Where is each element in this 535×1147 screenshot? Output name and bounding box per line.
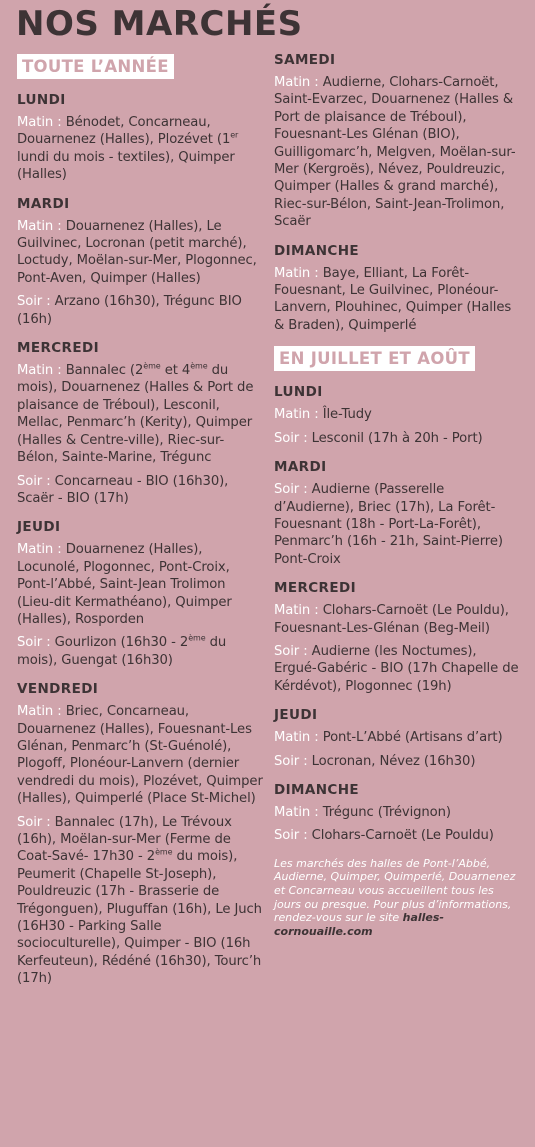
summer-section-lundi	[274, 384, 519, 447]
evening-markets	[274, 481, 519, 568]
footer-text: Les marchés des halles de Pont-l’Abbé, Audierne, Quimper, Quimperlé, Douarnenez et Concarneau vous accueillent tous les jours ou presque. Pour plus d’informations, rendez-vous sur le site	[274, 856, 516, 925]
ordinal-suffix: ème	[155, 848, 173, 858]
market-list: Clohars-Carnoët (Le Pouldu), Fouesnant-Les-Glénan (Beg-Meil)	[274, 603, 509, 636]
summer-section-jeudi	[274, 707, 519, 770]
matin-label: Matin :	[274, 603, 323, 619]
day-heading: LUNDI	[274, 384, 323, 401]
ordinal-suffix: ème	[190, 361, 208, 371]
market-list: Bannalec (2ème et 4ème du mois), Douarnenez (Halles & Port de plaisance de Tréboul), Lesconil, Mellac, Penmarc’h (Kerity), Quimper (Halles & Centre-ville), Riec-sur-Bélon, Sainte-Marine, Trégunc	[17, 361, 254, 466]
day-heading: DIMANCHE	[274, 242, 360, 259]
morning-markets	[274, 265, 519, 335]
right-column	[274, 52, 519, 938]
matin-label: Matin :	[17, 542, 66, 558]
soir-label: Soir :	[17, 814, 55, 830]
market-list: Île-Tudy	[322, 407, 372, 423]
soir-label: Soir :	[274, 482, 312, 498]
day-heading: DIMANCHE	[274, 781, 360, 798]
matin-label: Matin :	[274, 407, 323, 423]
banner-juillet-aout: EN JUILLET ET AOÛT	[274, 346, 475, 371]
day-heading: MERCREDI	[17, 340, 100, 357]
page-title: NOS MARCHÉS	[16, 4, 303, 44]
market-list: Douarnenez (Halles), Le Guilvinec, Locronan (petit marché), Loctudy, Moëlan-sur-Mer, Plogonnec, Pont-Aven, Quimper (Halles)	[17, 218, 257, 286]
soir-label: Soir :	[274, 753, 312, 769]
matin-label: Matin :	[17, 115, 66, 130]
evening-markets	[274, 430, 519, 447]
evening-markets	[274, 643, 519, 695]
morning-markets	[17, 703, 263, 807]
ordinal-suffix: ème	[188, 633, 206, 643]
footer-note	[274, 857, 519, 939]
footer-link[interactable]: halles-cornouaille.com	[274, 911, 444, 938]
day-heading: JEUDI	[17, 519, 61, 536]
evening-markets	[17, 814, 263, 988]
day-section-vendredi	[17, 681, 263, 988]
day-section-lundi	[17, 92, 263, 184]
day-heading: SAMEDI	[274, 52, 336, 68]
day-section-mercredi	[17, 340, 263, 507]
day-heading: MERCREDI	[274, 580, 357, 597]
morning-markets	[17, 218, 263, 288]
soir-label: Soir :	[17, 294, 55, 310]
day-heading: JEUDI	[274, 707, 318, 724]
morning-markets	[17, 114, 263, 184]
market-list: Briec, Concarneau, Douarnenez (Halles), Fouesnant-Les Glénan, Penmarc’h (St-Guénolé), Plogoff, Plonéour-Lanvern (dernier vendredi du mois), Plozévet, Quimper (Halles), Quimperlé (Place St-Michel)	[17, 704, 263, 807]
summer-section-dimanche	[274, 782, 519, 845]
matin-label: Matin :	[274, 265, 323, 281]
matin-label: Matin :	[17, 363, 66, 379]
matin-label: Matin :	[17, 218, 66, 234]
ordinal-suffix: ème	[143, 361, 161, 371]
market-list: Baye, Elliant, La Forêt-Fouesnant, Le Guilvinec, Plonéour-Lanvern, Plouhinec, Quimper (Halles & Braden), Quimperlé	[274, 265, 512, 333]
banner-toute-annee: TOUTE L’ANNÉE	[17, 54, 174, 79]
ordinal-suffix: er	[230, 131, 239, 141]
morning-markets	[274, 602, 519, 637]
morning-markets	[274, 406, 519, 423]
day-heading: MARDI	[17, 195, 70, 212]
market-list: Arzano (16h30), Trégunc BIO (16h)	[17, 294, 242, 327]
market-list: Douarnenez (Halles), Locunolé, Plogonnec, Pont-Croix, Pont-l’Abbé, Saint-Jean Trolimon (Lieu-dit Kermathéano), Quimper (Halles), Rosporden	[17, 542, 232, 627]
market-list: Audierne (les Noctumes), Ergué-Gabéric - BIO (17h Chapelle de Kérdévot), Plogonnec (19h)	[274, 643, 519, 694]
market-list: Bénodet, Concarneau, Douarnenez (Halles), Plozévet (1er lundi du mois - textiles), Quimper (Halles)	[17, 115, 239, 183]
market-list: Lesconil (17h à 20h - Port)	[311, 430, 483, 446]
soir-label: Soir :	[17, 635, 55, 651]
matin-label: Matin :	[274, 75, 323, 90]
market-list: Trégunc (Trévignon)	[322, 804, 451, 820]
evening-markets	[17, 473, 263, 508]
soir-label: Soir :	[274, 643, 312, 659]
market-list: Audierne (Passerelle d’Audierne), Briec (17h), La Forêt-Fouesnant (18h - Port-La-Forêt), Penmarc’h (16h - 21h, Saint-Pierre) Pont-Croix	[274, 482, 503, 567]
soir-label: Soir :	[274, 430, 312, 446]
market-list: Locronan, Névez (16h30)	[311, 753, 476, 769]
market-list: Bannalec (17h), Le Trévoux (16h), Moëlan-sur-Mer (Ferme de Coat-Savé- 17h30 - 2ème du mois), Peumerit (Chapelle St-Joseph), Pouldreuzic (17h - Brasserie de Trégonguen), Pluguffan (16h), Le Juch (16H30 - Parking Salle socioculturelle), Quimper - BIO (16h Kerfeuteun), Rédéné (16h30), Tourc’h (17h)	[17, 814, 262, 987]
day-section-mardi	[17, 196, 263, 328]
evening-markets	[17, 634, 263, 669]
day-heading: MARDI	[274, 459, 327, 476]
left-column	[17, 54, 263, 1000]
soir-label: Soir :	[274, 828, 312, 844]
morning-markets	[274, 74, 519, 231]
evening-markets	[274, 753, 519, 770]
day-section-dimanche	[274, 243, 519, 335]
evening-markets	[274, 827, 519, 844]
market-list: Clohars-Carnoët (Le Pouldu)	[311, 828, 494, 844]
summer-section-mercredi	[274, 580, 519, 695]
market-list: Concarneau - BIO (16h30), Scaër - BIO (17h)	[17, 473, 229, 506]
morning-markets	[274, 729, 519, 746]
morning-markets	[17, 362, 263, 466]
morning-markets	[274, 804, 519, 821]
market-list: Audierne, Clohars-Carnoët, Saint-Evarzec, Douarnenez (Halles & Port de plaisance de Tréboul), Fouesnant-Les Glénan (BIO), Guilligomarc’h, Melgven, Moëlan-sur-Mer (Kergroës), Névez, Pouldreuzic, Quimper (Halles & grand marché), Riec-sur-Bélon, Saint-Jean-Trolimon, Scaër	[274, 75, 516, 230]
matin-label: Matin :	[274, 804, 323, 820]
day-heading: LUNDI	[17, 92, 66, 108]
evening-markets	[17, 293, 263, 328]
summer-section-mardi	[274, 459, 519, 568]
soir-label: Soir :	[17, 473, 55, 489]
day-section-jeudi	[17, 519, 263, 669]
market-list: Pont-L’Abbé (Artisans d’art)	[322, 730, 503, 746]
morning-markets	[17, 541, 263, 628]
day-section-samedi	[274, 52, 519, 231]
day-heading: VENDREDI	[17, 681, 99, 698]
market-list: Gourlizon (16h30 - 2ème du mois), Guengat (16h30)	[17, 633, 227, 668]
matin-label: Matin :	[17, 704, 66, 720]
matin-label: Matin :	[274, 730, 323, 746]
